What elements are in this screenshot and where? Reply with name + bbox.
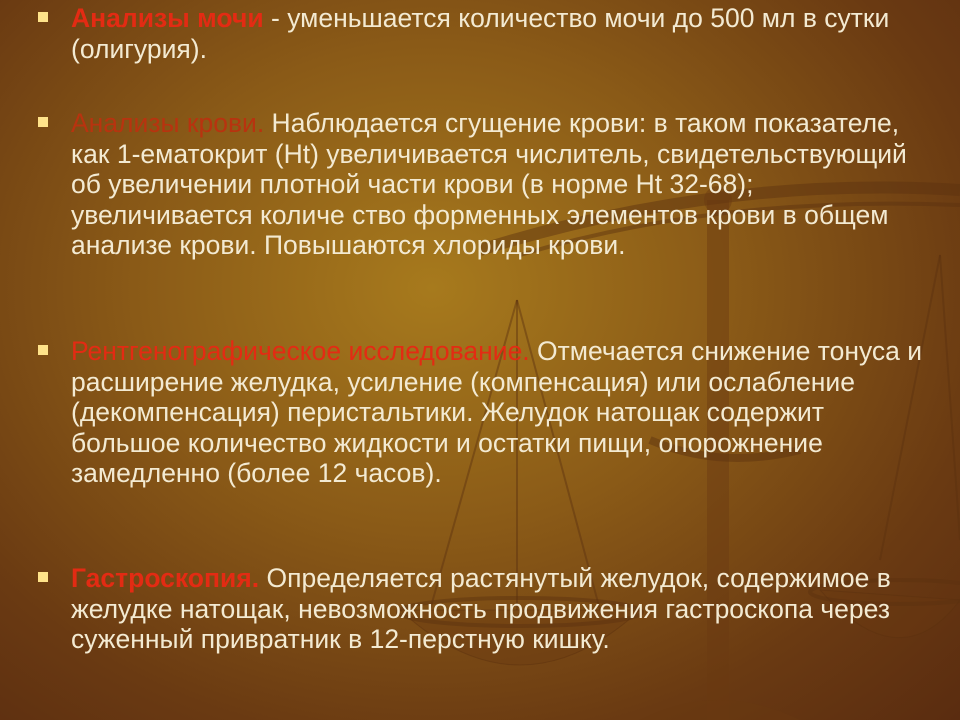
bullet-text (71, 336, 928, 489)
bullet-gastroscopy (38, 563, 928, 655)
bullet-square-icon (38, 117, 48, 127)
bullet-text (71, 3, 928, 64)
bullet-heading: Анализы мочи (71, 3, 264, 33)
bullet-heading: Гастроскопия. (71, 563, 260, 593)
bullet-body: Наблюдается сгущение крови: в таком показателе, как 1-ематокрит (Ht) увеличивается числитель, свидетельствующий об увеличении плотной части крови (в норме Ht 32-68); увеличивается количе ство форменных элементов крови в общем анализе крови. Повышаются хлориды крови. (71, 108, 907, 260)
bullet-square-icon (38, 572, 48, 582)
bullet-square-icon (38, 12, 48, 22)
bullet-body: Отмечается снижение тонуса и расширение желудка, усиление (компенсация) или ослабление (декомпенсация) перистальтики. Желудок натощак содержит большое количество жидкости и остатки пищи, опорожнение замедленно (более 12 часов). (71, 336, 923, 488)
bullet-text (71, 563, 928, 655)
bullet-blood-analysis (38, 108, 928, 261)
bullet-heading: Рентгенографическое исследование. (71, 336, 530, 366)
bullet-heading: Анализы крови. (71, 108, 265, 138)
bullet-text (71, 108, 928, 261)
bullet-square-icon (38, 345, 48, 355)
bullet-body: Определяется растянутый желудок, содержимое в желудке натощак, невозможность продвижения гастроскопа через суженный привратник в 12-перстную кишку. (71, 563, 891, 654)
bullet-urine-analysis (38, 3, 928, 64)
bullet-xray (38, 336, 928, 489)
bullet-body: - уменьшается количество мочи до 500 мл в сутки (олигурия). (71, 3, 890, 64)
